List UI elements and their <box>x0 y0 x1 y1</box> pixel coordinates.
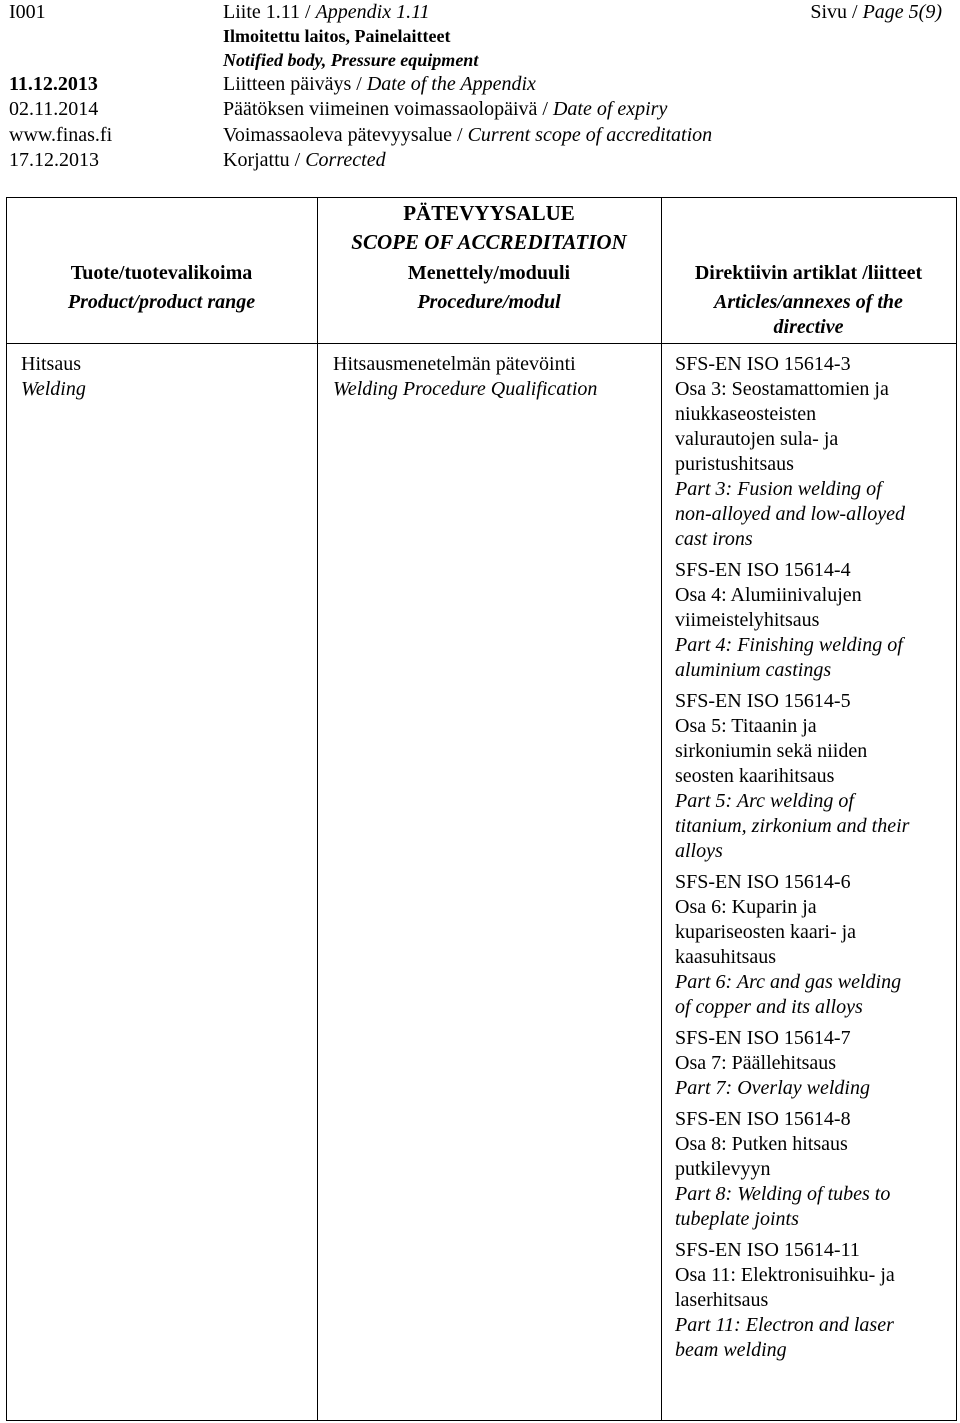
header-description-en: Corrected <box>305 149 386 171</box>
standard-title-fi: viimeistelyhitsaus <box>675 609 820 631</box>
procedure-fi: Hitsausmenetelmän pätevöinti <box>333 353 576 375</box>
procedure-cell <box>333 352 597 402</box>
standard-title-fi: seosten kaarihitsaus <box>675 765 835 787</box>
header-description-fi: Korjattu / <box>223 149 306 171</box>
standard-entry <box>675 558 953 683</box>
standard-title-en: Part 3: Fusion welding of <box>675 478 882 500</box>
header-description-en: Date of expiry <box>552 98 668 120</box>
header-description-fi: Liitteen päiväys / <box>223 73 367 95</box>
standard-title-en: Part 8: Welding of tubes to <box>675 1183 891 1205</box>
standard-title-en: alloys <box>675 840 723 862</box>
standard-entry <box>675 1238 953 1363</box>
standard-code: SFS-EN ISO 15614-4 <box>675 559 851 581</box>
column-divider-1 <box>317 197 318 1421</box>
page-number-en: Page 5(9) <box>862 1 942 23</box>
standard-title-fi: niukkaseosteisten <box>675 403 817 425</box>
standard-code: SFS-EN ISO 15614-11 <box>675 1239 860 1261</box>
product-en: Welding <box>21 378 86 400</box>
header-description <box>223 72 536 97</box>
scope-title-fi: PÄTEVYYSALUE <box>403 201 575 225</box>
column-header-procedure-fi: Menettely/moduuli <box>407 262 571 284</box>
organisation-fi: Ilmoitettu laitos, Painelaitteet <box>223 26 451 46</box>
column-header-procedure <box>317 201 661 315</box>
standard-title-fi: kaasuhitsaus <box>675 946 777 968</box>
scope-title-en: SCOPE OF ACCREDITATION <box>351 230 627 254</box>
product-fi: Hitsaus <box>21 353 81 375</box>
column-header-articles-en-2: directive <box>773 316 844 338</box>
standard-title-fi: Osa 7: Päällehitsaus <box>675 1052 837 1074</box>
column-header-articles-fi: Direktiivin artiklat /liitteet <box>694 262 923 284</box>
standard-title-fi: Osa 11: Elektronisuihku- ja <box>675 1264 895 1286</box>
standard-title-fi: Osa 3: Seostamattomien ja <box>675 378 889 400</box>
standard-title-fi: laserhitsaus <box>675 1289 769 1311</box>
standard-title-en: Part 7: Overlay welding <box>675 1077 870 1099</box>
page-number-fi: Sivu / <box>810 1 858 23</box>
appendix-title <box>223 0 430 25</box>
standard-entry <box>675 1107 953 1232</box>
standard-title-fi: valurautojen sula- ja <box>675 428 839 450</box>
standard-code: SFS-EN ISO 15614-6 <box>675 871 851 893</box>
standard-title-fi: putkilevyyn <box>675 1158 771 1180</box>
standard-code: SFS-EN ISO 15614-7 <box>675 1027 851 1049</box>
product-cell <box>21 352 86 402</box>
standard-title-en: cast irons <box>675 528 753 550</box>
header-row-divider <box>6 343 957 344</box>
standard-entry <box>675 352 953 552</box>
header-description-fi: Päätöksen viimeinen voimassaolopäivä / <box>223 98 553 120</box>
column-header-product-en: Product/product range <box>67 291 256 313</box>
column-header-product-fi: Tuote/tuotevalikoima <box>70 262 253 284</box>
standard-entry <box>675 870 953 1020</box>
header-description <box>223 148 386 173</box>
standard-title-en: Part 11: Electron and laser <box>675 1314 894 1336</box>
standard-title-fi: Osa 8: Putken hitsaus <box>675 1133 848 1155</box>
page-number <box>810 0 942 25</box>
header-date: www.finas.fi <box>9 124 113 146</box>
standard-entry <box>675 1026 953 1101</box>
standard-title-en: of copper and its alloys <box>675 996 863 1018</box>
header-description <box>223 123 712 148</box>
appendix-title-en: Appendix 1.11 <box>315 1 430 23</box>
table-left-border <box>6 197 7 1421</box>
header-date: 17.12.2013 <box>9 149 99 171</box>
organisation-en: Notified body, Pressure equipment <box>223 50 479 70</box>
table-bottom-border <box>6 1420 957 1421</box>
standard-title-en: Part 5: Arc welding of <box>675 790 854 812</box>
standard-code: SFS-EN ISO 15614-5 <box>675 690 851 712</box>
appendix-title-fi: Liite 1.11 / <box>223 1 311 23</box>
standard-title-fi: Osa 4: Alumiinivalujen <box>675 584 862 606</box>
header-description-fi: Voimassaoleva pätevyysalue / <box>223 124 468 146</box>
standard-title-fi: kupariseosten kaari- ja <box>675 921 857 943</box>
document-id: I001 <box>9 1 46 23</box>
column-header-product <box>6 261 317 315</box>
standard-code: SFS-EN ISO 15614-3 <box>675 353 851 375</box>
table-top-border <box>6 197 957 198</box>
standard-title-en: Part 6: Arc and gas welding <box>675 971 902 993</box>
header-description-en: Date of the Appendix <box>366 73 536 95</box>
column-header-articles <box>661 261 956 340</box>
header-description-en: Current scope of accreditation <box>467 124 713 146</box>
column-header-articles-en-1: Articles/annexes of the <box>714 291 903 313</box>
header-date: 11.12.2013 <box>9 73 98 95</box>
standard-title-en: titanium, zirkonium and their <box>675 815 910 837</box>
procedure-en: Welding Procedure Qualification <box>333 378 598 400</box>
articles-cell <box>675 352 953 1369</box>
standard-title-en: aluminium castings <box>675 659 832 681</box>
table-right-border <box>956 197 957 1421</box>
column-header-procedure-en: Procedure/modul <box>417 291 561 313</box>
standard-title-fi: Osa 5: Titaanin ja <box>675 715 817 737</box>
standard-title-en: non-alloyed and low-alloyed <box>675 503 905 525</box>
standard-entry <box>675 689 953 864</box>
standard-title-en: Part 4: Finishing welding of <box>675 634 903 656</box>
standard-title-fi: Osa 6: Kuparin ja <box>675 896 817 918</box>
standard-title-en: tubeplate joints <box>675 1208 799 1230</box>
standard-title-en: beam welding <box>675 1339 787 1361</box>
header-description <box>223 97 667 122</box>
standard-title-fi: sirkoniumin sekä niiden <box>675 740 868 762</box>
standard-title-fi: puristushitsaus <box>675 453 794 475</box>
standard-code: SFS-EN ISO 15614-8 <box>675 1108 851 1130</box>
column-divider-2 <box>661 197 662 1421</box>
header-date: 02.11.2014 <box>9 98 99 120</box>
